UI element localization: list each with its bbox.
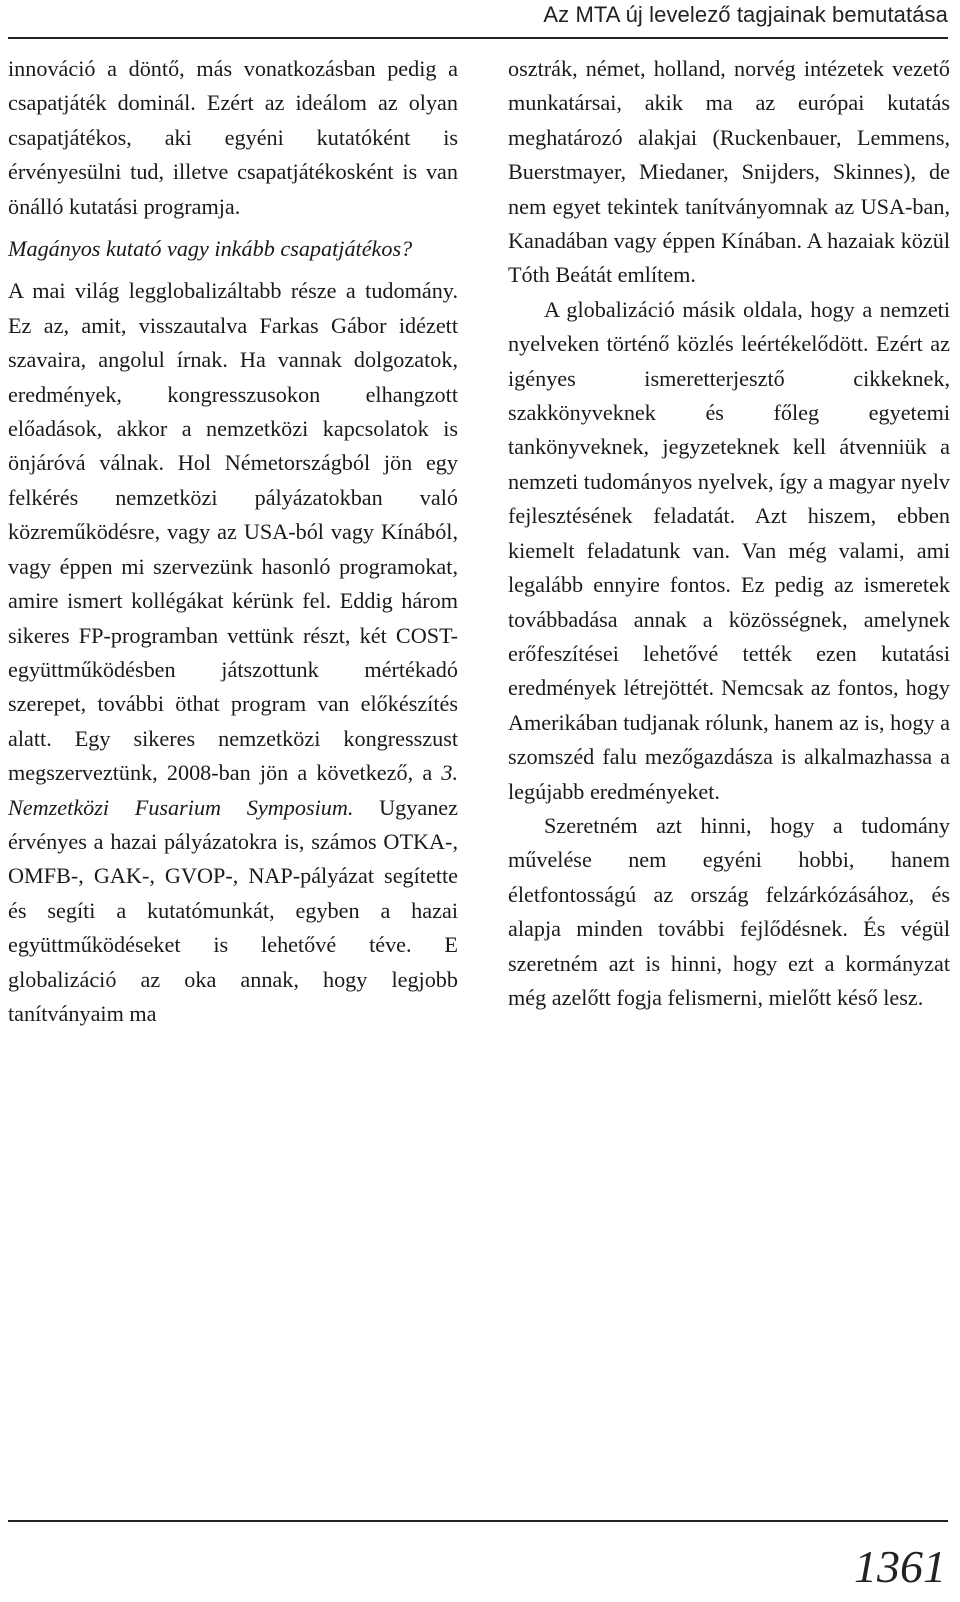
right-column	[508, 52, 950, 1015]
left-paragraph-2-text-b: Ugyanez érvényes a hazai pályázatokra is, számos OTKA-, OMFB-, GAK-, GVOP-, NAP-pályázat segítette és segíti a kutatómunkát, egyben a hazai együttműködéseket is lehetővé téve. E globalizáció az oka annak, hogy legjobb tanítványaim ma	[8, 794, 458, 1026]
footer-rule	[8, 1520, 948, 1522]
right-paragraph-1: osztrák, német, holland, norvég intézetek vezető munkatársai, akik ma az európai kutatás meghatározó alakjai (Ruckenbauer, Lemmens, Buerstmayer, Miedaner, Snijders, Skinnes), de nem egyet tekintek tanítványomnak az USA-ban, Kanadában vagy éppen Kínában. A hazaiak közül Tóth Beátát említem.	[508, 56, 950, 288]
left-paragraph-2	[8, 274, 458, 1031]
header-rule	[8, 37, 948, 39]
left-paragraph-1: innováció a döntő, más vonatkozásban pedig a csapatjáték dominál. Ezért az ideálom az olyan csapatjátékos, aki egyéni kutatóként is érvényesülni tud, illetve csapatjátékosként is van önálló kutatási programja.	[8, 56, 458, 219]
page-number: 1361	[854, 1541, 946, 1592]
right-paragraph-3: Szeretném azt hinni, hogy a tudomány művelése nem egyéni hobbi, hanem életfontosságú az ország felzárkózásához, és alapja minden további fejlődésnek. És végül szeretném azt is hinni, hogy ezt a kormányzat még azelőtt fogja felismerni, mielőtt késő lesz.	[508, 812, 950, 1010]
left-paragraph-2-text-a: A mai világ legglobalizáltabb része a tudomány. Ez az, amit, visszautalva Farkas Gábor idézett szavaira, angolul írnak. Ha vannak dolgozatok, eredmények, kongresszusokon elhangzott előadások, akkor a nemzetközi kapcsolatok is önjáróvá válnak. Hol Németországból jön egy felkérés nemzetközi pályázatokban való közreműködésre, vagy az USA-ból vagy Kínából, vagy éppen mi szervezünk hasonló programokat, amire ismert kollégákat kérünk fel. Eddig három sikeres FP-programban vettünk részt, két COST-együttműködésben játszottunk mértékadó szerepet, további öthat program van előkészítés alatt. Egy sikeres nemzetközi kongresszust megszerveztünk, 2008-ban jön a következő, a	[8, 278, 458, 786]
interview-question: Magányos kutató vagy inkább csapatjátékos?	[8, 236, 413, 262]
running-title: Az MTA új levelező tagjainak bemutatása	[543, 2, 948, 27]
symposium-title: 3. Nemzetközi Fusarium Symposium.	[8, 760, 458, 820]
left-column	[8, 52, 458, 1031]
right-paragraph-2: A globalizáció másik oldala, hogy a nemzeti nyelveken történő közlés leértékelődött. Ezért az igényes ismeretterjesztő cikkeknek, szakkönyveknek és főleg egyetemi tankönyveknek, jegyzeteknek kell átvenniük a nemzeti tudományos nyelvek, így a magyar nyelv fejlesztésének feladatát. Azt hiszem, ebben kiemelt feladatunk van. Van még valami, ami legalább ennyire fontos. Ez pedig az ismeretek továbbadása annak a közösségnek, amelynek erőfeszítései lehetővé tették ezen kutatási eredmények létrejöttét. Nemcsak az fontos, hogy Amerikában tudjanak rólunk, hanem az is, hogy a szomszéd falu mezőgazdásza is alkalmazhassa a legújabb eredményeket.	[508, 296, 950, 804]
